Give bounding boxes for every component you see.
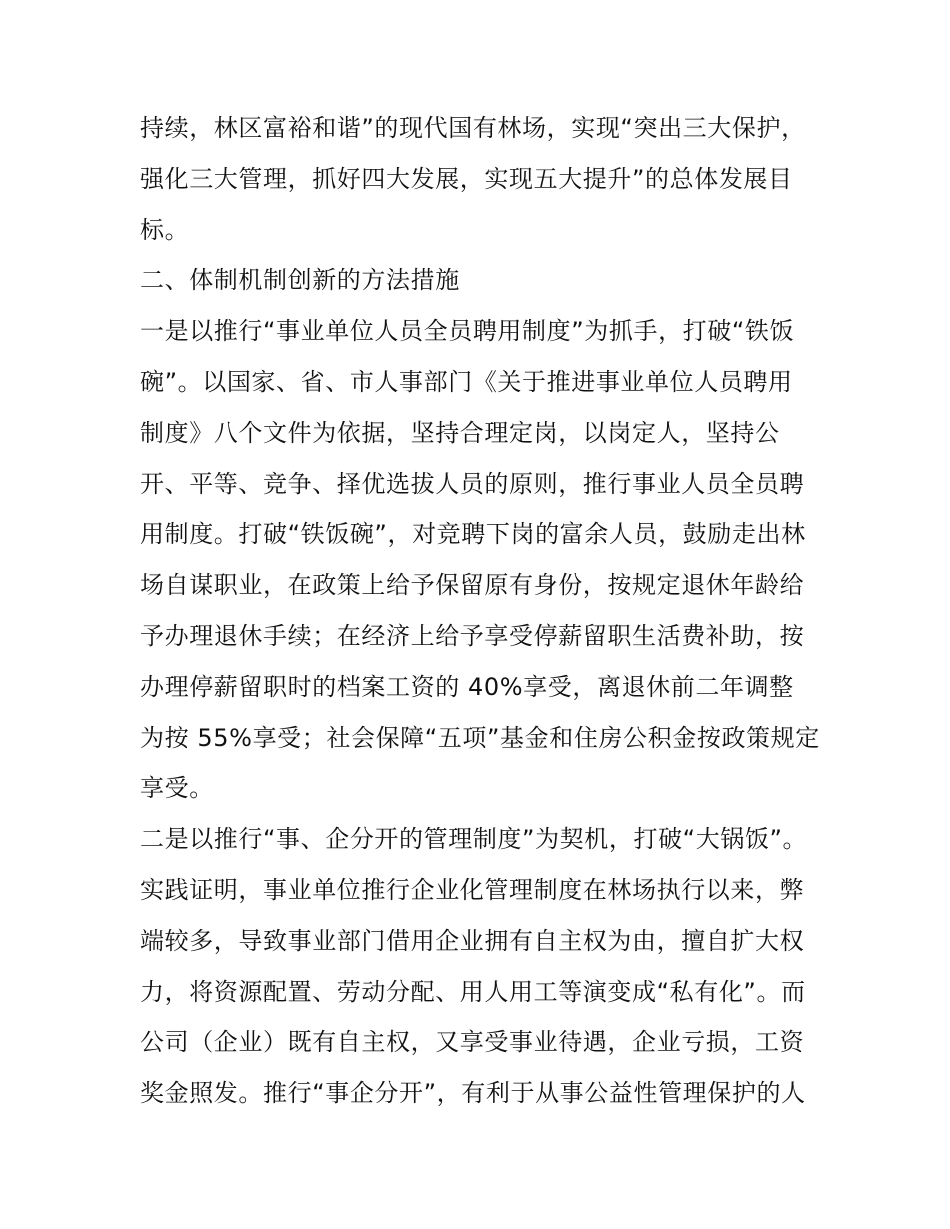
text-line: 一是以推行“事业单位人员全员聘用制度”为抓手，打破“铁饭	[140, 317, 795, 346]
text-line: 端较多，导致事业部门借用企业拥有自主权为由，擅自扩大权	[140, 926, 805, 955]
text-line: 用制度。打破“铁饭碗”，对竞聘下岗的富余人员，鼓励走出林	[140, 520, 806, 549]
text-line: 持续，林区富裕和谐”的现代国有林场，实现“突出三大保护，	[140, 114, 806, 142]
text-line: 奖金照发。推行“事企分开”，有利于从事公益性管理保护的人	[140, 1079, 806, 1108]
text-line: 享受。	[140, 774, 214, 803]
text-line: 强化三大管理，抓好四大发展，实现五大提升”的总体发展目	[140, 164, 793, 193]
text-line: 予办理退休手续；在经济上给予享受停薪留职生活费补助，按	[140, 621, 805, 650]
text-line: 力，将资源配置、劳动分配、用人用工等演变成“私有化”。而	[140, 977, 806, 1006]
text-line: 实践证明，事业单位推行企业化管理制度在林场执行以来，弊	[140, 875, 805, 904]
text-line: 为按 55%享受；社会保障“五项”基金和住房公积金按政策规定	[140, 723, 820, 752]
text-line: 标。	[140, 215, 190, 244]
text-line: 场自谋职业，在政策上给予保留原有身份，按规定退休年龄给	[140, 571, 805, 600]
text-line: 办理停薪留职时的档案工资的 40%享受，离退休前二年调整	[140, 672, 794, 701]
text-line: 公司（企业）既有自主权，又享受事业待遇，企业亏损，工资	[140, 1028, 805, 1057]
text-line: 开、平等、竞争、择优选拔人员的原则，推行事业人员全员聘	[140, 469, 805, 498]
text-line: 碗”。以国家、省、市人事部门《关于推进事业单位人员聘用	[140, 367, 793, 396]
section-heading: 二、体制机制创新的方法措施	[140, 266, 460, 295]
text-line: 制度》八个文件为依据，坚持合理定岗，以岗定人，坚持公	[140, 418, 780, 447]
text-line: 二是以推行“事、企分开的管理制度”为契机，打破“大锅饭”。	[140, 825, 808, 854]
document-body	[140, 103, 820, 1119]
